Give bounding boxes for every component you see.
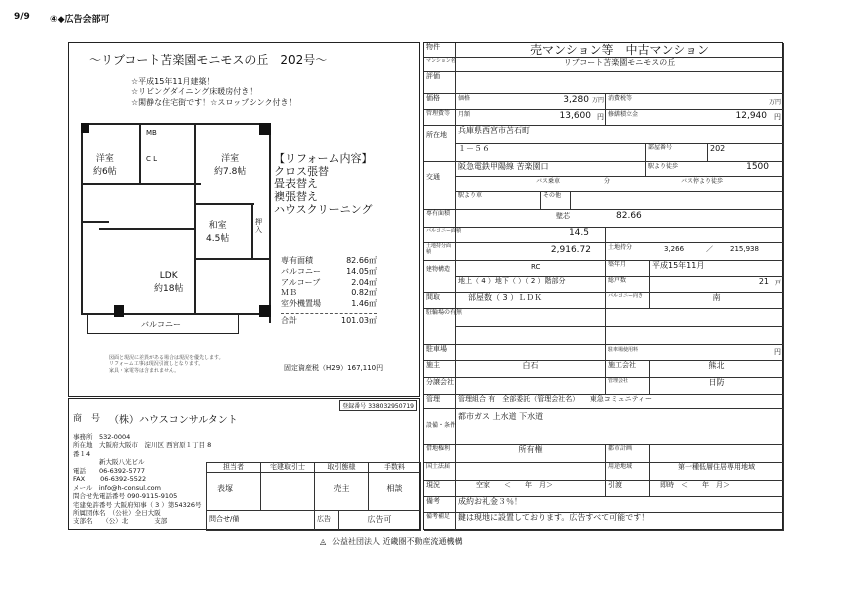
- property-type: 売マンション等 中古マンション: [456, 43, 784, 58]
- company-name-label: 商 号: [73, 414, 101, 424]
- room-ldk: LDK 約18帖: [154, 271, 184, 294]
- balcony-direction: 南: [650, 293, 784, 309]
- company-panel: [68, 398, 420, 530]
- land-rights: 所有権: [456, 445, 606, 463]
- disclaimer: 図面と現況に差異がある場合は現況を優先します。 リフォーム工事は現況引渡しとなります。 家具・家電等は含まれません。: [109, 355, 224, 374]
- room-number: 202: [708, 144, 784, 162]
- handover: 即時 ＜ 年 月＞: [650, 481, 784, 497]
- room-mb: MB: [146, 129, 157, 137]
- page-number: 9/9: [14, 12, 30, 22]
- details-table: 物件 売マンション等 中古マンション マンション名 リブコート苫楽園モニモスの丘 評価 価格 価格 3,280 万円 消費税等 万円 管理費等 月額 13,600 円 修繕積立金 12,940 円 所在地 兵庫県西宮市苫石町 １－５６ 部屋番号 202 交通 阪急電鉄甲陽線 苦楽園口 駅より徒歩 1500 バス乗車 分 バス停より徒歩 駅より車 その他 専有面積 壁芯 82.66 バルコニー面積 14.5 土地持分面積 2,916.72 土地持分 3,266 ／ 215,938 建物構造 RC 築年月 平成15年11月 地上（ 4 ）地下（ ）（ 2 ）階部分 総戸数 21 戸 間取 部屋数（ 3 ）ＬＤＫ バルコニー向き 南 駐輪場の有無 駐車場 駐車場使用料 円 施主 白石 施工会社 熊北 分譲会社 管理会社 日防 管理 管理組合 有 全部委託（管理会社名） 東急コミュニティー 設備・条件 都市ガス 上水道 下水道 借地権利 所有権 都市計画 国土法届 用途地域 第一種低層住居専用地域 現況 空家 ＜ 年 月＞ 引渡 即時 ＜ 年 月＞ 備考 成約お礼金３％！ 備考補足 鍵は現地に設置しております。広告すべて可能です！: [423, 42, 783, 530]
- organization-logo-icon: ◬: [320, 537, 327, 546]
- registration-number: 登録番号 338032950719: [339, 400, 417, 411]
- area-table: 専有面積 82.66㎡ バルコニー 14.05㎡ アルコーブ 2.04㎡ ＭＢ 0.82㎡ 室外機置場 1.46㎡ 合計 101.03㎡: [281, 256, 377, 325]
- building-name: リブコート苫楽園モニモスの丘: [456, 58, 784, 72]
- room-yoshitsu-2: 洋室 約7.8帖: [214, 154, 247, 177]
- company-details: 事務所 532-0004 所在地 大阪府大阪市 淀川区 西宮原１丁目 8番１4 新大阪八光ビル 電話 06-6392-5777 FAX 06-6392-5522 メール info@h-consul.com 問合せ先電話番号 090-9115-9105 宅建免許番号 大阪府知事（ 3 ）第54326号 所属団体名 （公社）全日大阪 支部名 （公）北 支部: [73, 433, 212, 526]
- room-balcony: バルコニー: [141, 320, 181, 329]
- ad-permission-tag: ④◆広告会部可: [50, 15, 110, 25]
- reform-list: 【リフォーム内容】 クロス張替 畳表替え 襖張替え ハウスクリーニング: [274, 152, 373, 216]
- location-2: １－５６: [456, 144, 646, 162]
- staff-table: 担当者 宅建取引士 取引態様 手数料 表塚 売主 相談 問合せ/備 広告 広告可: [206, 462, 421, 531]
- feature-notes: ☆平成15年11月建築！ ☆リビングダイニング床暖房付き！ ☆閑静な住宅街です！☆スロップシンク付き！: [131, 77, 297, 107]
- built-date: 平成15年11月: [650, 261, 784, 277]
- remarks: 成約お礼金３％！: [456, 497, 784, 513]
- floorplan-panel: [68, 42, 420, 397]
- facilities: 都市ガス 上水道 下水道: [456, 409, 784, 445]
- layout: 部屋数（ 3 ）ＬＤＫ: [456, 293, 606, 309]
- current-status: 空家 ＜ 年 月＞: [456, 481, 606, 497]
- management-info: 管理組合 有 全部委託（管理会社名） 東急コミュニティー: [456, 395, 784, 409]
- property-title: ～リブコート苫楽園モニモスの丘 202号～: [89, 53, 328, 67]
- property-tax: 固定資産税（H29）167,110円: [284, 364, 384, 372]
- room-cl: C L: [146, 155, 158, 163]
- room-washitsu: 和室 4.5帖: [206, 221, 230, 244]
- seller: 白石: [456, 361, 606, 378]
- footer: ◬ 公益社団法人 近畿圏不動産流通機構: [320, 537, 463, 546]
- zoning: 第一種低層住居専用地域: [650, 463, 784, 481]
- location-1: 兵庫県西宮市苫石町: [456, 126, 784, 144]
- price: 価格 3,280 万円: [456, 94, 606, 110]
- room-yoshitsu-1: 洋室 約6帖: [93, 154, 117, 177]
- management-company: 日防: [650, 378, 784, 395]
- company-name: （株）ハウスコンサルタント: [109, 415, 238, 426]
- builder: 熊北: [650, 361, 784, 378]
- train-line: 阪急電鉄甲陽線 苦楽園口: [456, 162, 646, 177]
- remarks-note: 鍵は現地に設置しております。広告すべて可能です！: [456, 513, 784, 531]
- room-oshiire: 押入: [255, 218, 262, 234]
